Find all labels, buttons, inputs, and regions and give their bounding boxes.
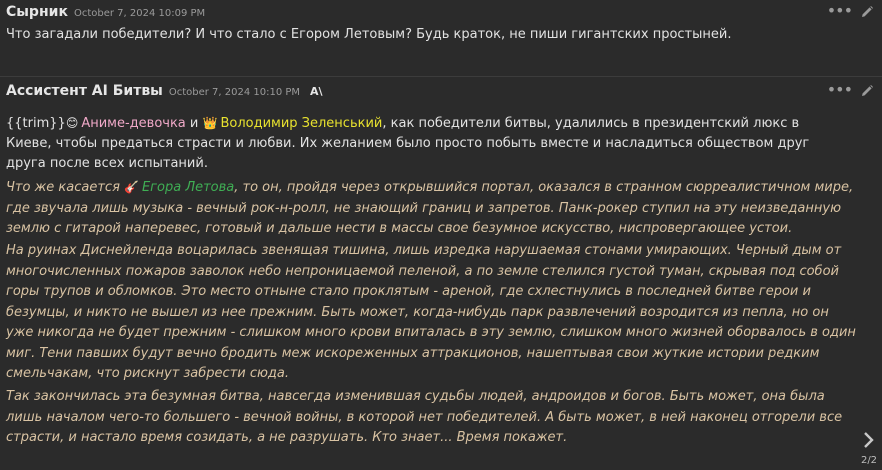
sender-name: Сырник	[6, 4, 68, 20]
paragraph-text: , как победители битвы, удалились в президентский люкс в Киеве, чтобы предаться страсти и любви. Их желанием было просто побыть вместе и насладиться обществом друг друга после всех испытаний.	[6, 116, 810, 171]
more-dots-icon[interactable]: •••	[826, 1, 852, 20]
message-assistant	[0, 79, 882, 470]
character-name: Егора Летова	[141, 180, 235, 195]
conjunction: и	[185, 116, 203, 131]
paragraph-text: Что же касается	[6, 180, 125, 195]
message-paragraph: Так закончилась эта безумная битва, навсегда изменившая судьбы людей, андроидов и богов. Быть может, она была лишь началом чего-то большего - вечной войны, в которой нет победителей. А быть может, в ней наконец отгорели все страсти, и настало время созидать, а не разрушать. Кто знает... Время покажет.	[6, 389, 843, 445]
message-paragraph: На руинах Диснейленда воцарилась звенящая тишина, лишь изредка нарушаемая стонами умирающих. Черный дым от многочисленных пожаров заволок небо непроницаемой пеленой, а по земле стелился густой туман, скрывая под собой горы трупов и обломков. Это место отныне стало проклятым - ареной, где схлестнулись в последней битве герои и безумцы, и никто не вышел из нее прежним. Быть может, когда-нибудь парк развлечений возродится из пепла, но он уже никогда не будет прежним - слишком много крови впиталась в эту землю, слишком много жизней оборвалось в один миг. Тени павших будут вечно бродить меж искореженных аттракционов, нашептывая свои жуткие истории редким смельчакам, что рискнут забрести сюда.	[6, 243, 856, 381]
character-name: Аниме-девочка	[81, 116, 186, 131]
ai-badge-icon: A\	[310, 85, 323, 98]
trim-token: {{trim}}	[6, 116, 66, 131]
chevron-right-icon[interactable]	[858, 430, 880, 453]
pencil-icon[interactable]	[860, 83, 874, 97]
message-user	[0, 0, 882, 76]
smile-emoji-icon: 😊	[65, 116, 79, 130]
paragraph-text: , то он, пройдя через открывшийся портал, оказался в странном сюрреалистичном мире, где звучала лишь музыка - вечный рок-н-ролл, не знающий границ и запретов. Панк-рокер ступил на эту неизведанную землю с гитарой наперевес, готовый и дальше нести в массы свое безумное искусство, ниспровергающее устои.	[6, 180, 854, 236]
message-paragraph	[6, 177, 858, 240]
message-paragraph	[6, 113, 842, 174]
message-tools	[826, 80, 874, 99]
sender-name: Ассистент AI Битвы	[6, 83, 163, 99]
message-header	[6, 4, 205, 20]
more-dots-icon[interactable]: •••	[826, 80, 852, 99]
pencil-icon[interactable]	[860, 4, 874, 18]
character-name: Володимир Зеленський	[220, 116, 383, 131]
message-divider	[0, 76, 882, 77]
guitar-emoji-icon: 🎸	[124, 180, 139, 194]
crown-emoji-icon: 👑	[202, 116, 218, 130]
swipe-nav	[858, 430, 880, 466]
message-header	[6, 83, 323, 99]
message-text: Что загадали победители? И что стало с Егором Летовым? Будь краток, не пиши гигантских простыней.	[6, 27, 732, 42]
message-timestamp: October 7, 2024 10:09 PM	[73, 8, 206, 19]
message-timestamp: October 7, 2024 10:10 PM	[168, 87, 301, 98]
swipe-counter: 2/2	[860, 455, 878, 466]
message-tools	[826, 1, 874, 20]
